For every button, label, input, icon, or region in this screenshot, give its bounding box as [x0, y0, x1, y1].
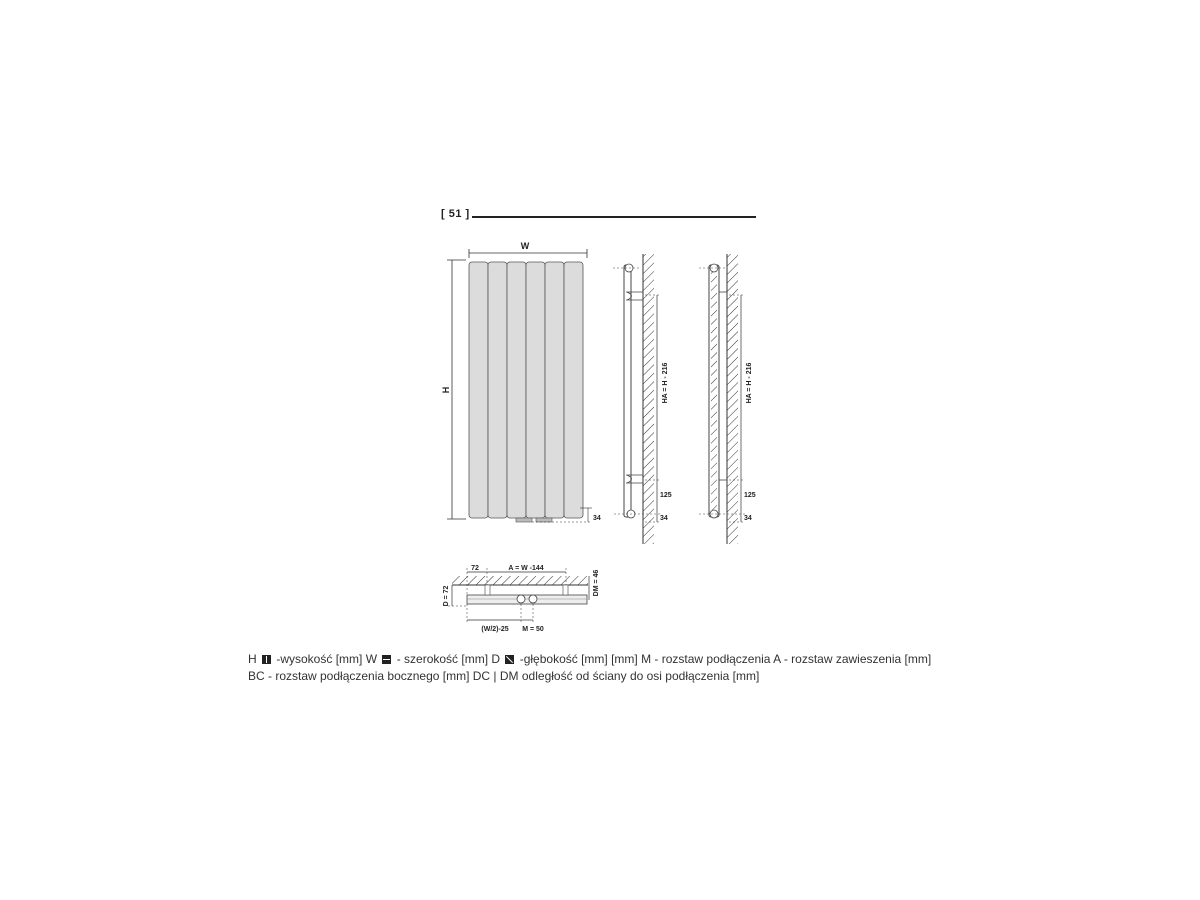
legend-h-letter: H [248, 652, 257, 666]
dim-d-label: D = 72 [443, 585, 450, 607]
ha-label: HA = H - 216 [662, 362, 669, 404]
dim-w2-label: (W/2)-25 [481, 626, 509, 633]
side-view-2 [699, 254, 756, 544]
side-view-1 [613, 254, 672, 544]
connector-stub [516, 518, 532, 522]
dim-72-label: 72 [471, 565, 479, 572]
radiator-panel [507, 262, 526, 518]
legend-d-letter: D [491, 652, 501, 666]
radiator-top [467, 595, 587, 604]
legend-d-text: -głębokość [mm] [mm] M - rozstaw podłączenia A - rozstaw zawieszenia [mm] [516, 652, 932, 666]
radiator-panel [469, 262, 488, 518]
radiator-fins [711, 272, 717, 510]
wall-hatch [727, 254, 738, 544]
connection-circle [517, 595, 525, 603]
offset-34-label: 34 [660, 515, 668, 522]
height-label: H [441, 386, 451, 394]
page-number: [ 51 ] [441, 208, 470, 220]
radiator-side [624, 265, 631, 517]
top-view [443, 565, 600, 633]
legend [248, 651, 968, 685]
offset-34-label: 34 [744, 515, 752, 522]
wall-hatch [643, 254, 654, 544]
wall-bracket [563, 585, 568, 595]
legend-line-1 [248, 651, 968, 668]
height-icon [262, 655, 271, 664]
dim-dm-label: DM = 46 [593, 569, 600, 597]
offset-125-label: 125 [660, 492, 672, 499]
width-label: W [520, 241, 530, 251]
legend-w-text: - szerokość [mm] [393, 652, 492, 666]
front-view [441, 241, 601, 522]
bottom-offset-label: 34 [593, 515, 601, 522]
legend-w-letter: W [365, 652, 378, 666]
width-icon [382, 655, 391, 664]
radiator-panel [488, 262, 507, 518]
legend-h-text: -wysokość [mm] [273, 652, 366, 666]
connection-circle [529, 595, 537, 603]
legend-line-2: BC - rozstaw podłączenia bocznego [mm] DC | DM odległość od ściany do osi podłączenia [mm] [248, 669, 760, 683]
connector-stub [536, 518, 552, 522]
ha-label: HA = H - 216 [746, 362, 753, 404]
wall-bracket [485, 585, 490, 595]
radiator-panel [564, 262, 583, 518]
depth-icon [505, 655, 514, 664]
dim-m-label: M = 50 [522, 626, 544, 633]
radiator-panels [469, 262, 583, 518]
offset-125-label: 125 [744, 492, 756, 499]
dim-a-label: A = W -144 [508, 565, 544, 572]
wall-hatch [452, 576, 588, 585]
radiator-panel [526, 262, 545, 518]
radiator-panel [545, 262, 564, 518]
